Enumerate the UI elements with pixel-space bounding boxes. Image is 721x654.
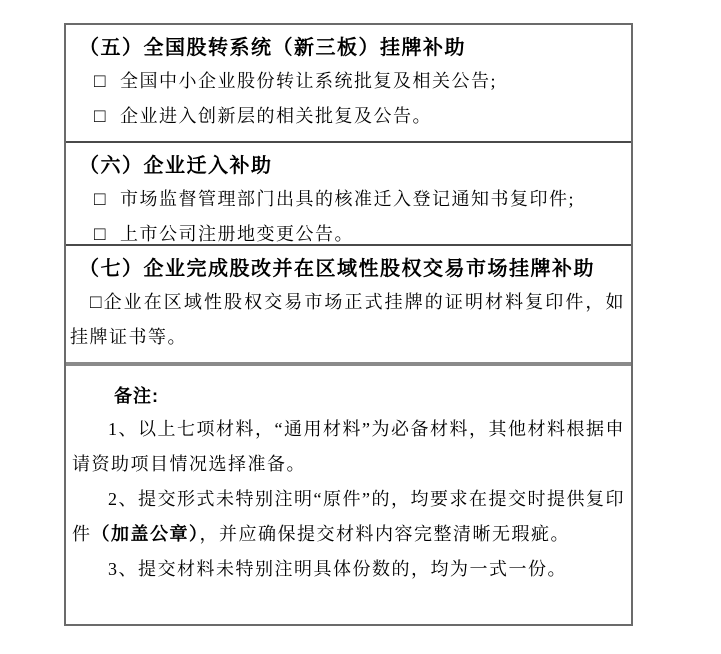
checkbox-icon[interactable]: □ [94,71,107,92]
section-remarks [66,366,631,624]
check-item-label: 上市公司注册地变更公告。 [119,224,354,244]
checkbox-icon[interactable]: □ [90,292,104,313]
remark-2-bold-text: （加盖公章） [91,524,200,544]
section-title: （六）企业迁入补助 [79,155,273,177]
remark-2 [66,482,631,552]
check-item [94,182,631,217]
check-item-label: 全国中小企业股份转让系统批复及相关公告; [119,71,497,91]
remark-2-text: 2、提交形式未特别注明“原件”的，均要求在提交时提供复印件 [72,489,625,544]
remark-3: 3、提交材料未特别注明具体份数的，均为一式一份。 [108,559,567,579]
materials-checklist-table [64,23,633,626]
check-item-label: 市场监督管理部门出具的核准迁入登记通知书复印件; [119,189,575,209]
section-title: （七）企业完成股改并在区域性股权交易市场挂牌补助 [79,258,595,280]
checkbox-icon[interactable]: □ [94,106,107,127]
remark-1: 1、以上七项材料，“通用材料”为必备材料，其他材料根据申请资助项目情况选择准备。 [72,419,625,474]
paragraph-text: 企业在区域性股权交易市场正式挂牌的证明材料复印件，如挂牌证书等。 [70,292,625,347]
remarks-label: 备注: [114,386,159,406]
check-item [94,64,631,99]
section-paragraph [66,285,631,354]
checkbox-icon[interactable]: □ [94,224,107,245]
section-title: （五）全国股转系统（新三板）挂牌补助 [79,37,466,59]
check-item-label: 企业进入创新层的相关批复及公告。 [119,106,432,126]
section-regional-equity-market-subsidy [66,246,631,366]
checkbox-icon[interactable]: □ [94,189,107,210]
remark-2-text: ，并应确保提交材料内容完整清晰无瑕疵。 [199,524,570,544]
section-neeq-listing-subsidy [66,25,631,143]
check-item [94,99,631,134]
section-relocation-subsidy [66,143,631,246]
